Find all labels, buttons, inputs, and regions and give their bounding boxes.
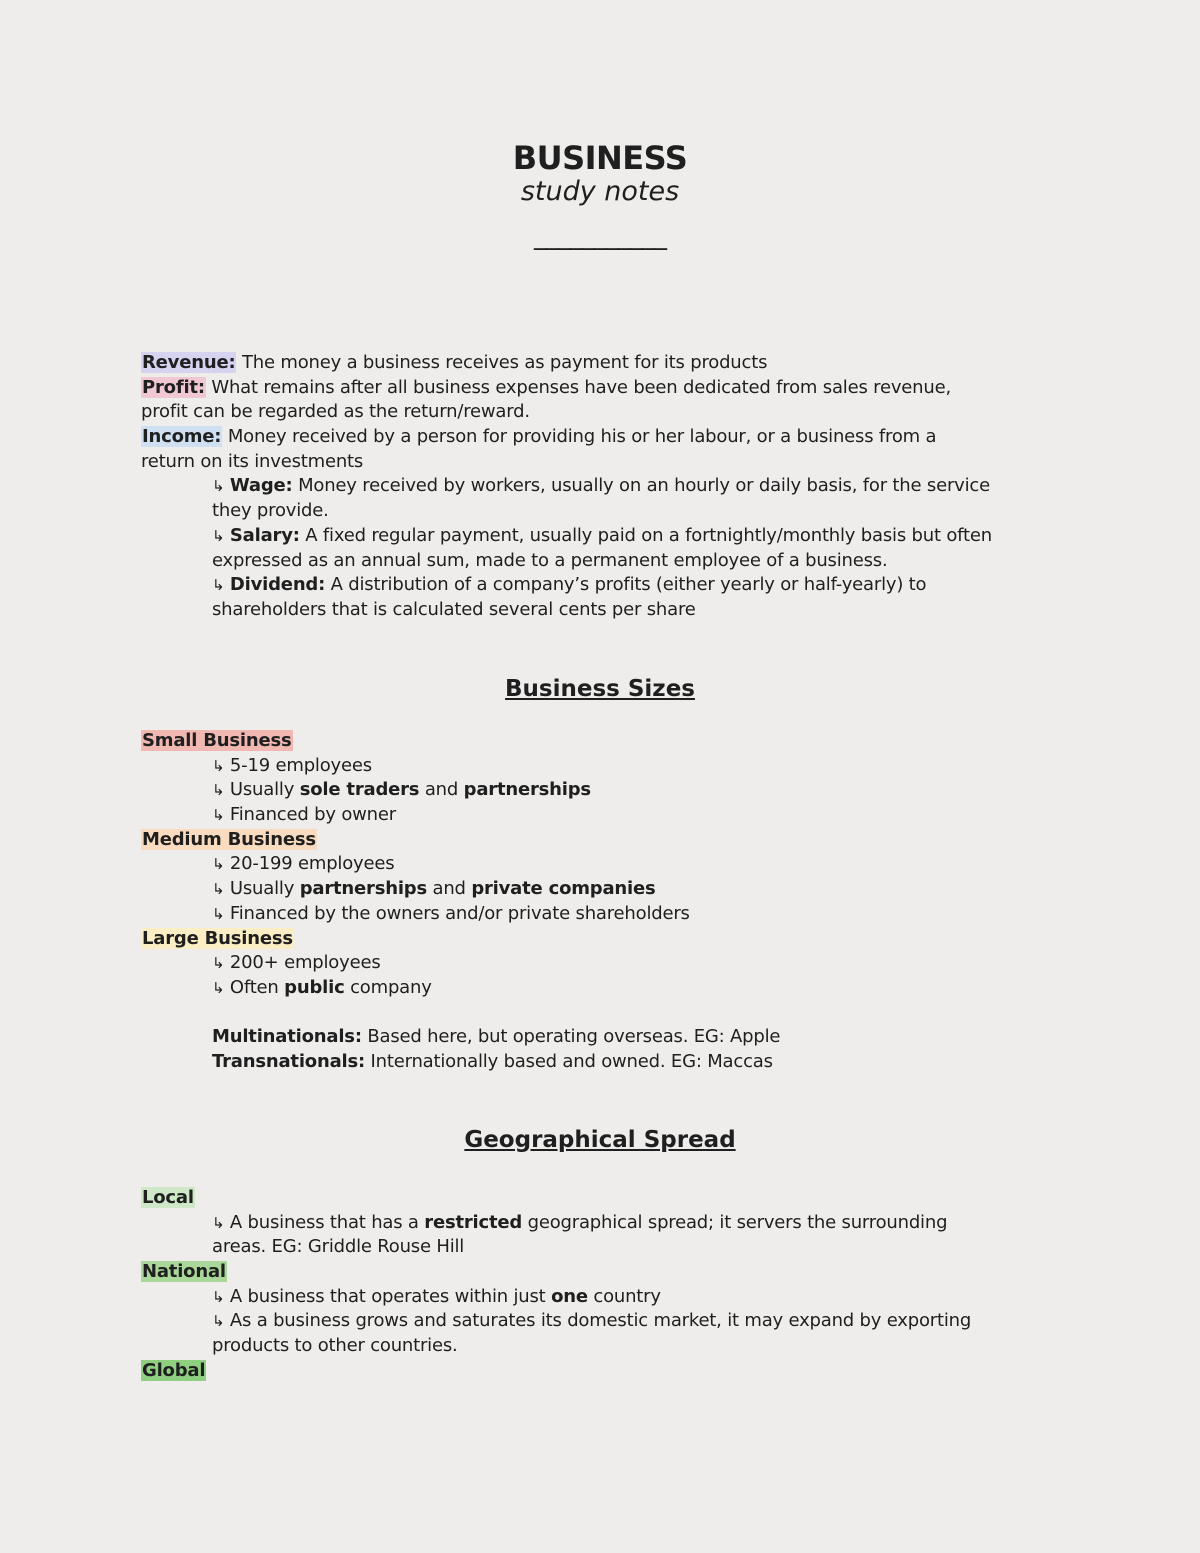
bullet-text: company (344, 976, 432, 998)
wage-definition (141, 474, 1081, 499)
arrow-icon: ↳ (212, 576, 225, 595)
arrow-icon: ↳ (212, 880, 225, 899)
transnationals-text: Internationally based and owned. EG: Maccas (365, 1050, 773, 1072)
arrow-icon: ↳ (212, 1213, 225, 1232)
title-rule: ___________ (534, 221, 666, 251)
profit-text: What remains after all business expenses have been dedicated from sales revenue, (205, 376, 951, 398)
revenue-term: Revenue: (142, 352, 236, 373)
national-label: National (142, 1261, 226, 1283)
geographical-spread-section (141, 1186, 1081, 1384)
arrow-icon: ↳ (212, 1312, 225, 1331)
bullet-bold: public (284, 976, 345, 998)
bullet-text: 20-199 employees (229, 853, 395, 875)
arrow-icon: ↳ (212, 806, 225, 825)
bullet-text: Often (229, 976, 285, 998)
list-item-continued: products to other countries. (212, 1335, 458, 1357)
profit-definition (141, 376, 1081, 401)
business-sizes-heading: Business Sizes (505, 676, 695, 702)
list-item (141, 1285, 1081, 1310)
income-definition (141, 425, 1081, 450)
list-item-continued: areas. EG: Griddle Rouse Hill (212, 1236, 465, 1258)
page-title: BUSINESS (512, 139, 688, 177)
list-item (141, 976, 1081, 1001)
large-business-label: Large Business (142, 927, 293, 949)
bullet-text: As a business grows and saturates its domestic market, it may expand by exporting (229, 1310, 972, 1332)
bullet-text: 200+ employees (229, 952, 381, 974)
income-text-line2: return on its investments (141, 450, 364, 472)
revenue-definition (141, 351, 1081, 376)
small-business-item (141, 729, 1081, 754)
arrow-icon: ↳ (212, 1287, 225, 1306)
bullet-text: and (419, 779, 464, 801)
income-text: Money received by a person for providing his or her labour, or a business from a (222, 426, 937, 448)
list-item (141, 1211, 1081, 1236)
profit-term: Profit: (142, 376, 205, 398)
list-item (141, 754, 1081, 779)
list-item (141, 778, 1081, 803)
income-term: Income: (142, 426, 222, 448)
bullet-text: Financed by the owners and/or private shareholders (229, 902, 690, 924)
multinationals-text: Based here, but operating overseas. EG: Apple (361, 1026, 781, 1048)
list-item (141, 902, 1081, 927)
national-item (141, 1260, 1081, 1285)
transnationals-term: Transnationals: (212, 1050, 365, 1072)
bullet-bold: restricted (424, 1211, 523, 1233)
medium-business-item (141, 828, 1081, 853)
list-item (141, 877, 1081, 902)
salary-definition (141, 524, 1081, 549)
arrow-icon: ↳ (212, 904, 225, 923)
small-business-label: Small Business (142, 730, 292, 751)
local-item (141, 1186, 1081, 1211)
global-item (141, 1359, 1081, 1384)
bullet-bold: one (551, 1285, 588, 1307)
dividend-definition (141, 573, 1081, 598)
dividend-term: Dividend: (229, 574, 326, 596)
global-label: Global (142, 1359, 206, 1381)
bullet-bold: private companies (471, 878, 656, 900)
salary-term: Salary: (229, 524, 300, 546)
definitions-section (141, 351, 1081, 623)
list-item (141, 852, 1081, 877)
arrow-icon: ↳ (212, 477, 225, 496)
bullet-text: country (587, 1285, 661, 1307)
bullet-text: and (427, 878, 472, 900)
list-item (141, 803, 1081, 828)
arrow-icon: ↳ (212, 756, 225, 775)
salary-text-line2: expressed as an annual sum, made to a permanent employee of a business. (212, 549, 888, 571)
wage-term: Wage: (229, 475, 293, 497)
business-sizes-section (141, 729, 1081, 1075)
arrow-icon: ↳ (212, 978, 225, 997)
arrow-icon: ↳ (212, 954, 225, 973)
arrow-icon: ↳ (212, 526, 225, 545)
revenue-text: The money a business receives as payment for its products (236, 352, 768, 373)
bullet-bold: sole traders (299, 779, 420, 801)
geographical-spread-heading: Geographical Spread (464, 1127, 736, 1153)
bullet-text: Usually (229, 779, 300, 801)
dividend-text-line2: shareholders that is calculated several cents per share (212, 598, 696, 620)
medium-business-label: Medium Business (142, 828, 316, 850)
arrow-icon: ↳ (212, 855, 225, 874)
local-label: Local (142, 1187, 194, 1208)
list-item (141, 1309, 1081, 1334)
bullet-text: Financed by owner (229, 804, 396, 826)
wage-text: Money received by workers, usually on an hourly or daily basis, for the service (292, 475, 990, 497)
bullet-bold: partnerships (299, 878, 427, 900)
wage-text-line2: they provide. (212, 500, 329, 522)
multinationals-definition (141, 1025, 1081, 1050)
dividend-text: A distribution of a company’s profits (either yearly or half-yearly) to (325, 574, 927, 596)
bullet-text: Usually (229, 878, 300, 900)
bullet-text: 5-19 employees (229, 754, 372, 776)
spacer (141, 1001, 1081, 1026)
large-business-item (141, 927, 1081, 952)
bullet-text: A business that has a (229, 1211, 425, 1233)
profit-text-line2: profit can be regarded as the return/reward. (141, 401, 530, 423)
list-item (141, 951, 1081, 976)
multinationals-term: Multinationals: (212, 1026, 362, 1048)
transnationals-definition (141, 1050, 1081, 1075)
bullet-text: geographical spread; it servers the surrounding (522, 1211, 948, 1233)
page-subtitle: study notes (520, 176, 680, 207)
bullet-text: A business that operates within just (229, 1285, 552, 1307)
bullet-bold: partnerships (463, 779, 591, 801)
salary-text: A fixed regular payment, usually paid on a fortnightly/monthly basis but often (299, 524, 992, 546)
arrow-icon: ↳ (212, 781, 225, 800)
